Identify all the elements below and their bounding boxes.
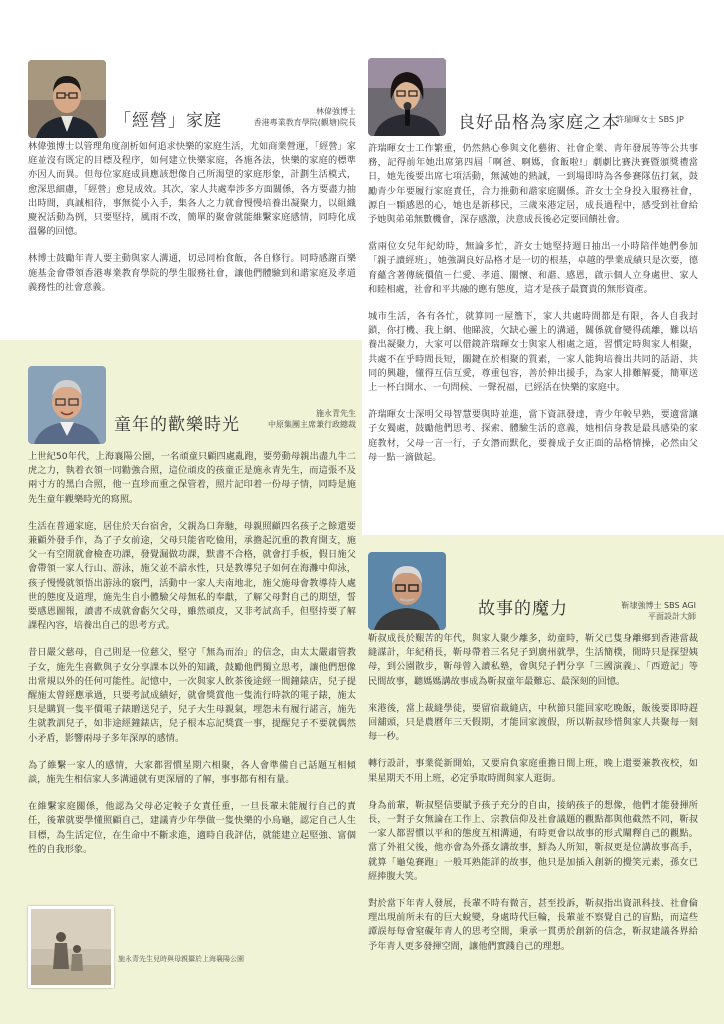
paragraph: 對於當下年青人發展，長輩不時有微言，甚至投訴，靳叔指出資訊科技、社會倫理出現前所未有的巨大蛻變，身處時代巨輪，長輩並不察覺自己的盲點，而這些譚誤每每會窒礙年青人的思考空間，秉承一貫勇於創新的信念，靳叔建議各界給予年青人更多發揮空間，讓他們實踐自己的理想。	[368, 898, 698, 952]
paragraph: 生活在普通家庭，居住於天台宿舍，父親為口奔馳，母親照顧四名孩子之餘還要兼顧外發手作，為了子女前途，父母只能省吃儉用，承擔起沉重的教育開支，施父一有空閒就會檢查功課，發覺漏做功課，默書不合格，就會打手板，假日施父會帶領一家人行山、游泳，施父並不諳水性，只是教導兒子如何在海灘中仰泳，孩子慢慢就領悟出游泳的竅門，活動中一家人夫南地北，施父施母會教導待人處世的態度及道理，施先生自小體驗父母無私的奉獻，了解父母對自己的期望，誓要感恩圖報，讀書不成就會虧欠父母，雖然頑皮，又非考試高手，但堅持要了解課程內容，培養出自己的思考方式。	[28, 520, 356, 632]
paragraph: 林偉強博士以管理角度剖析如何追求快樂的家庭生活，尤如商業營運，「經營」家庭並沒有既定的目標及程序，如何建立快樂家庭，各施各法，快樂的家庭的標準亦因人而異。但每位家庭成員應該想像自己所渴望的家庭形象，計劃生活模式，愈深思細慮，「經營」愈見成效。其次，家人共處奉涉多方面關係，各方要盡力抽出時間，真誠相待，事無從小入手，集各人之力就會慢慢培養出凝聚力，以組織慶祝活動為例，只要堅持，風雨不改，簡單的聚會就能維繫家庭感情，同時化成溫馨的回憶。	[28, 141, 356, 238]
section-body-managing-family	[28, 140, 356, 308]
paragraph: 許瑞暉女士工作繁重，仍然熱心參與文化藝術、社會企業、青年發展等等公共事務，記得前年她出席第四屆「啊爸、啊媽，食飯啦!」劇劇比賽決賽暨頒獎禮當日，她先後要出席七項活動，無減她的熱誠，一到場即時為各參賽隊伍打氣，鼓勵青少年要履行家庭責任，合力推動和諧家庭關係。許女士全身投入服務社會，源自一顆感恩的心，她也是新移民，三歲來港定居，成長過程中，感受到社會給予她與弟弟無數機會，深存感激，決意成長後必定要回饋社會。	[368, 143, 698, 226]
paragraph: 在維繫家庭關係，他認為父母必定較子女責任重，一旦長輩未能履行自己的責任，後輩就要學懂照顧自己，建議青少年學做一隻快樂的小烏龜，認定自己人生目標，為生活定位，在生命中不斷求進，適時自我評估，就能建立起堅強、富個性的自我形象。	[28, 801, 356, 855]
author-block-lin	[228, 106, 356, 128]
photo-caption: 施永青先生兒時與母親攝於上海襄陽公園	[118, 955, 244, 963]
section-body-childhood-joy	[28, 450, 356, 870]
paragraph: 靳叔成長於艱苦的年代，與家人聚少離多，幼童時，靳父已隻身離鄉到香港當裁縫謀計，年紀稍長，靳母帶着三名兒子到廣州就學，生活簡樸，閒時只是探望姨母，到公園散步，靳母曾入讀私塾，會與兒子們分享「三國演義」、「西遊記」等民間故事，聽媽媽講故事成為靳叔童年最難忘、最深刻的回憶。	[368, 633, 698, 687]
author-name: 林偉強博士	[316, 107, 356, 116]
paragraph: 上世紀50年代，上海襄陽公園，一名頑童只顧四處亂跑，要勞動母親出盡九牛二虎之力，執着衣領一同勸強合照，這位頑皮的孩童正是施永青先生，而這張不及兩寸方的黑白合照，他一直珍而重之保管着，照片記印着一份母子情，同時是施先生童年觀樂時光的寫照。	[28, 451, 356, 505]
paragraph: 來港後，當上裁縫學徒，要留宿裁縫店，中秋節只能回家吃晚飯，飯後要即時趕回舖頭，只是農曆年三天假期，才能回家渡假，所以靳叔珍惜與家人共聚每一刻每一秒。	[368, 702, 698, 743]
paragraph: 林博士鼓勵年青人要主動與家人溝通，切忌同枱食飯，各自修行。同時感謝百樂施基金會帶領香港專業教育學院的學生服務社會，讓他們體驗到和諧家庭及孝道義務性的社會意義。	[28, 253, 356, 293]
section-title-managing-family: 「經營」家庭	[114, 111, 222, 131]
author-block-shih	[230, 408, 356, 430]
photo-hui-shui-fai	[368, 58, 446, 136]
author-role: 香港專業教育學院(觀塘)院長	[253, 118, 356, 127]
paragraph: 為了維繫一家人的感情，大家都習慣星期六相聚，各人會準備自己話題互相傾談，施先生相信家人多溝通就有更深層的了解，事事都有相有量。	[28, 759, 356, 786]
paragraph: 城市生活，各有各忙，就算同一屋簷下，家人共處時間都是有限，各人自我封鎖，你打機、我上網、他睇波，欠缺心靈上的溝通，關係就會變得疏離，難以培養出凝聚力，大家可以借鏡許瑞暉女士與家人相處之道，習慣定時與家人相聚，共處不在乎時間長短，關鍵在於相聚的質素，一家人能夠培養出共同的話語、共同的興趣，懂得互信互愛，尊重包容，善於伸出援手，為家人排難解憂，簡單送上一杯白開水、一句問候、一聲祝福，已經活在快樂的家庭中。	[368, 311, 698, 394]
author-role: 中原集團主席兼行政總裁	[268, 420, 356, 429]
photo-shih-wing-ching	[28, 366, 106, 444]
paragraph: 當兩位女兒年紀幼時，無論多忙，許女士她堅持週日抽出一小時陪伴她們參加「親子讀經班」，她強調良好品格才是一切的根基，卓越的學業成績只是次要，德育蘊含著傳統價值－仁愛、孝道、關懷、和諧、感恩，啟示個人立身處世、家人和睦相處，社會和平共融的應有態度，這才是孩子最寶貴的無形資產。	[368, 241, 698, 295]
paragraph: 轉行設計，事業從新開始，又要肩負家庭重擔日間上班，晚上還要兼教夜校，如果星期天不用上班，必定爭取時間與家人逛街。	[368, 758, 698, 784]
photo-lin-wai-keung	[28, 60, 106, 138]
photo-kan-tai-keung	[368, 552, 446, 630]
paragraph: 昔日嚴父慈母，自己則是一位慈父，堅守「無為而治」的信念，由太太嚴肅管教子女，施先生喜歡與子女分享課本以外的知識，鼓勵他們獨立思考，讓他們想像出常規以外的任何可能性。記憶中，一次與家人飲茶後途經一間鐘錶店，兒子提醒施太曾經應承過，只要考試成績好，就會獎賞他一隻流行時款的電子錶，施太只是購買一隻平價電子錶贈送兒子，兒子大生母親氣，埋怨未有履行諾言，施先生就教訓兒子，如非途經鐘錶店，兒子根本忘記獎賞一事，提醒兒子不要就偶然小矛盾，影響兩母子多年深厚的感情。	[28, 647, 356, 744]
author-hui: 許瑞暉女士 SBS JP	[616, 115, 684, 124]
vintage-photo-mother-child	[28, 906, 114, 988]
section-body-good-character	[368, 142, 698, 478]
paragraph: 身為前輩，靳叔堅信要賦予孩子充分的自由，接納孩子的想像，他們才能發揮所長，一對子女無論在工作上、宗教信仰及社會議題的觀點都與他截然不同，靳叔一家人都習慣以平和的態度互相溝通，有時更會以故事的形式闡釋自己的觀點。當了外祖父後，他亦會為外孫女講故事，鮮為人所知，靳叔更是位講故事高手，就算「龜兔賽跑」一般耳熟能詳的故事，他只是加插入創新的攪笑元素，孫女已經捧腹大笑。	[368, 799, 698, 882]
section-title-childhood-joy: 童年的歡樂時光	[114, 415, 240, 435]
section-body-magic-of-stories	[368, 632, 698, 967]
paragraph: 許瑞暉女士深明父母智慧要與時並進，當下資訊發達，青少年較早熟，要適當讓子女獨處，鼓勵他們思考、探索、體驗生活的意義，她相信身教是最具感染的家庭教材，父母一言一行，子女潛而默化，要養成子女正面的品格情操，必然由父母一點一滴做起。	[368, 409, 698, 463]
author-block-kan	[580, 600, 696, 622]
author-role: 平面設計大師	[648, 612, 696, 621]
author-name: 施永青先生	[316, 409, 356, 418]
section-title-magic-of-stories: 故事的魔力	[478, 599, 568, 619]
section-title-good-character: 良好品格為家庭之本	[458, 113, 620, 133]
author-name: 靳埭強博士 SBS AGI	[621, 601, 696, 610]
